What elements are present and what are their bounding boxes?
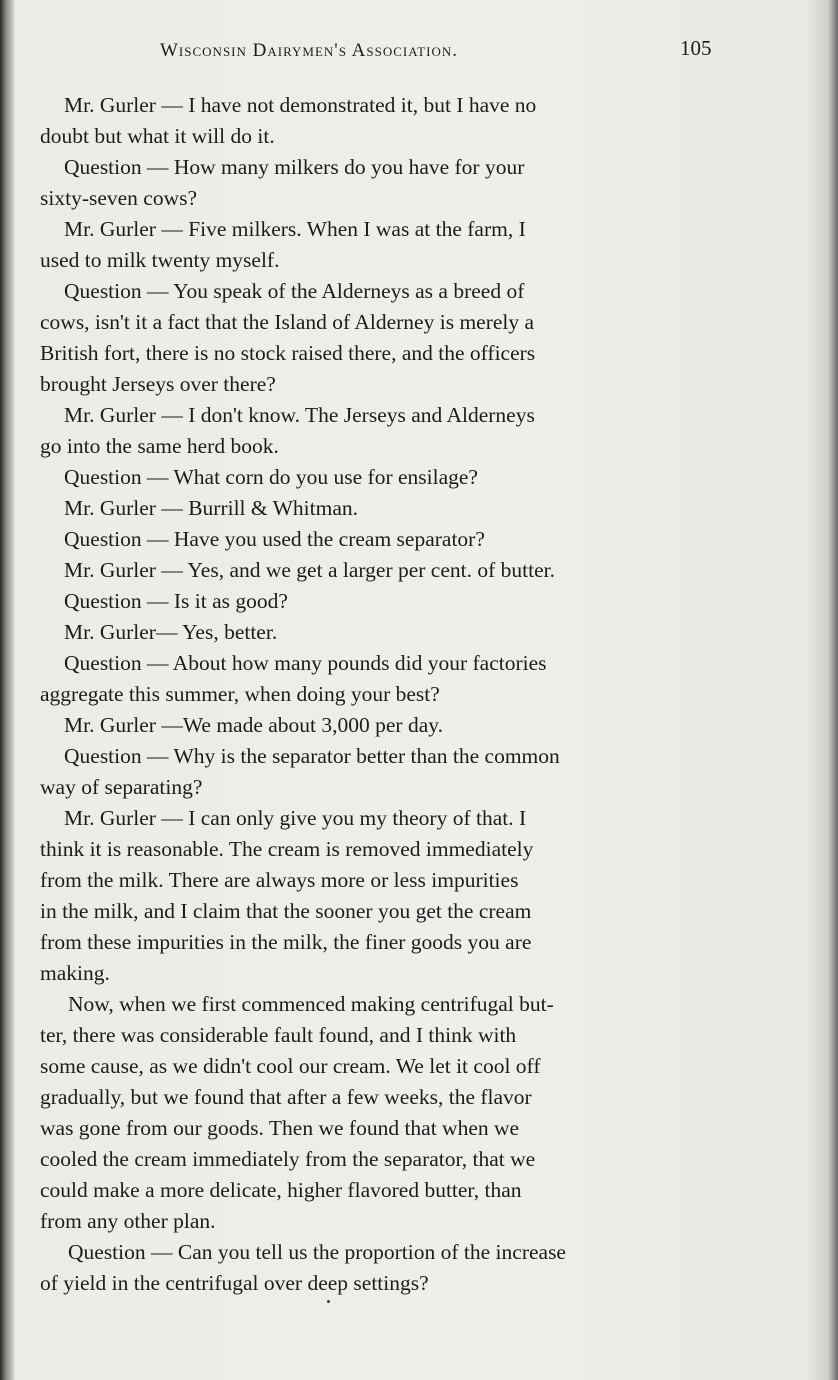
text-line: from any other plan. [40,1209,216,1233]
paragraph [40,555,740,586]
ink-speck [327,1300,330,1303]
page-binding-edge [0,0,14,1380]
paragraph [40,617,740,648]
text-line: Question — How many milkers do you have for your [64,155,525,179]
text-line: Mr. Gurler — I don't know. The Jerseys and Alderneys [64,403,535,427]
text-line: go into the same herd book. [40,434,279,458]
paragraph [40,152,740,214]
text-line: way of separating? [40,775,203,799]
text-line: of yield in the centrifugal over deep settings? [40,1271,429,1295]
text-line: think it is reasonable. The cream is removed immediately [40,837,534,861]
text-line: Question — You speak of the Alderneys as a breed of [64,279,525,303]
text-line: Mr. Gurler — I have not demonstrated it, but I have no [64,93,537,117]
text-line: Mr. Gurler — Five milkers. When I was at the farm, I [64,217,526,241]
paragraph [40,803,740,989]
paragraph [40,493,740,524]
page-right-edge [808,0,838,1380]
text-line: Question — Can you tell us the proportion of the increase [68,1240,566,1264]
running-head: Wisconsin Dairymen's Association. [160,40,458,61]
text-line: Question — Why is the separator better than the common [64,744,560,768]
text-line: Question — Is it as good? [64,589,288,613]
paragraph [40,462,740,493]
text-line: Question — Have you used the cream separator? [64,527,485,551]
text-line: in the milk, and I claim that the sooner you get the cream [40,899,532,923]
text-line: brought Jerseys over there? [40,372,276,396]
text-line: was gone from our goods. Then we found that when we [40,1116,520,1140]
text-line: some cause, as we didn't cool our cream. We let it cool off [40,1054,541,1078]
text-line: Mr. Gurler — Yes, and we get a larger per cent. of butter. [64,558,555,582]
paragraph [40,586,740,617]
text-line: British fort, there is no stock raised there, and the officers [40,341,536,365]
text-line: Mr. Gurler— Yes, better. [64,620,278,644]
text-line: used to milk twenty myself. [40,248,280,272]
paragraph [40,524,740,555]
paragraph [40,741,740,803]
paragraph [40,648,740,710]
text-line: sixty-seven cows? [40,186,198,210]
text-line: aggregate this summer, when doing your best? [40,682,440,706]
text-line: could make a more delicate, higher flavored butter, than [40,1178,522,1202]
paragraph [40,710,740,741]
paragraph [40,214,740,276]
text-line: gradually, but we found that after a few weeks, the flavor [40,1085,532,1109]
paragraph [40,90,740,152]
page-number: 105 [680,36,712,60]
body-text [40,90,740,1299]
text-line: doubt but what it will do it. [40,124,275,148]
text-line: making. [40,961,110,985]
text-line: Now, when we first commenced making centrifugal but- [68,992,554,1016]
text-line: Mr. Gurler — I can only give you my theory of that. I [64,806,527,830]
paragraph [40,1237,740,1299]
paragraph [40,400,740,462]
text-line: ter, there was considerable fault found, and I think with [40,1023,517,1047]
text-line: from these impurities in the milk, the finer goods you are [40,930,532,954]
text-line: Mr. Gurler — Burrill & Whitman. [64,496,358,520]
text-line: Question — What corn do you use for ensilage? [64,465,478,489]
text-line: Mr. Gurler —We made about 3,000 per day. [64,713,443,737]
paragraph [40,989,740,1237]
paragraph [40,276,740,400]
text-line: cooled the cream immediately from the separator, that we [40,1147,536,1171]
text-line: cows, isn't it a fact that the Island of Alderney is merely a [40,310,535,334]
text-line: Question — About how many pounds did your factories [64,651,547,675]
text-line: from the milk. There are always more or less impurities [40,868,519,892]
